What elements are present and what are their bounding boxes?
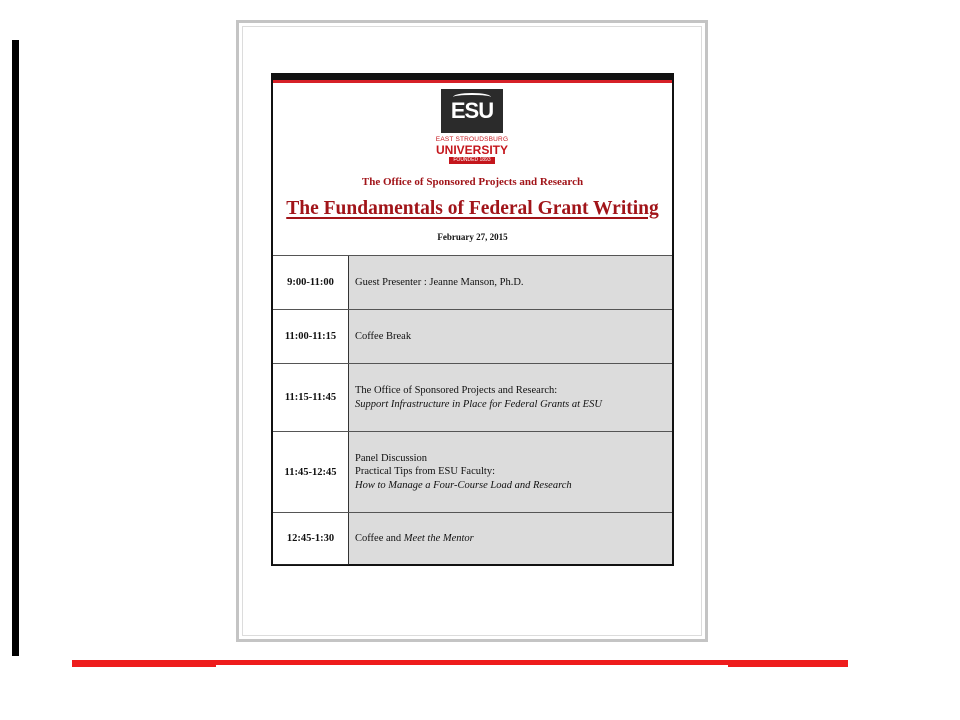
description-line: Practical Tips from ESU Faculty: (355, 466, 495, 478)
time-cell: 11:00-11:15 (273, 310, 349, 363)
description-line-italic: Support Infrastructure in Place for Federal Grants at ESU (355, 398, 602, 410)
description-text-italic: Meet the Mentor (403, 532, 474, 544)
schedule-row (273, 512, 672, 564)
top-rule-red (273, 80, 672, 83)
description-line: Coffee Break (355, 330, 412, 342)
description-cell (349, 432, 672, 512)
bottom-red-bar-right (728, 660, 848, 667)
logo-abbrev: ESU (450, 98, 494, 123)
bottom-red-bar-left (72, 660, 216, 667)
esu-logo (435, 89, 509, 165)
schedule-row (273, 255, 672, 309)
logo-box (441, 89, 503, 133)
description-line-mixed (355, 532, 672, 546)
description-line: Guest Presenter : Jeanne Manson, Ph.D. (355, 276, 524, 288)
description-line: The Office of Sponsored Projects and Research: (355, 385, 558, 396)
schedule-table (273, 255, 672, 564)
office-title: The Office of Sponsored Projects and Research (361, 176, 584, 188)
description-cell (349, 256, 672, 309)
flyer (271, 73, 674, 566)
schedule-row (273, 309, 672, 363)
description-cell (349, 364, 672, 431)
schedule-row (273, 431, 672, 512)
main-title: The Fundamentals of Federal Grant Writing (286, 198, 659, 219)
bottom-red-bar-middle (216, 660, 728, 665)
schedule-row (273, 363, 672, 431)
description-line: Panel Discussion (355, 452, 428, 464)
left-black-bar (12, 40, 19, 656)
logo-line1: EAST STROUDSBURG (435, 136, 509, 143)
time-cell: 11:15-11:45 (273, 364, 349, 431)
description-line-italic: How to Manage a Four-Course Load and Research (355, 479, 572, 491)
logo-founded: FOUNDED 1893 (449, 157, 495, 164)
bottom-red-bar (72, 660, 848, 667)
time-cell: 11:45-12:45 (273, 432, 349, 512)
time-cell: 12:45-1:30 (273, 513, 349, 564)
description-text: Coffee and (355, 532, 404, 544)
time-cell: 9:00-11:00 (273, 256, 349, 309)
logo-line2: UNIVERSITY (435, 143, 508, 157)
flyer-header (273, 75, 672, 255)
description-cell (349, 513, 672, 564)
event-date: February 27, 2015 (437, 232, 508, 242)
description-cell (349, 310, 672, 363)
